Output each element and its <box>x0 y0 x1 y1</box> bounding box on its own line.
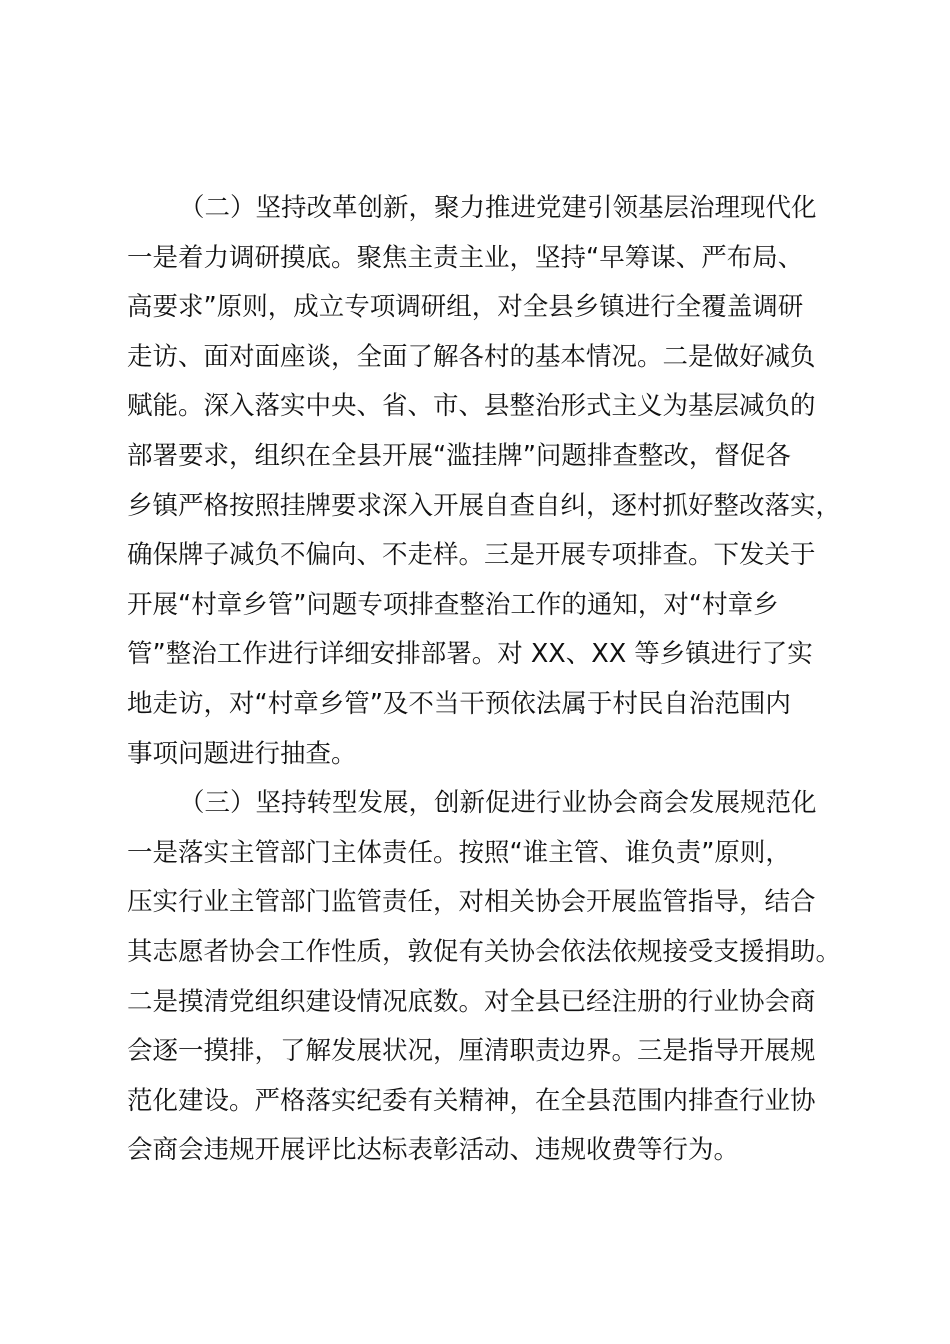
paragraph-line: 部署要求，组织在全县开展“滥挂牌”问题排查整改，督促各 <box>127 440 791 471</box>
paragraph-line: 走访、面对面座谈，全面了解各村的基本情况。二是做好减负 <box>127 341 816 372</box>
paragraph-line: 会商会违规开展评比达标表彰活动、违规收费等行为。 <box>127 1135 740 1166</box>
paragraph-line: 一是着力调研摸底。聚焦主责主业，坚持“早筹谋、严布局、 <box>127 242 804 273</box>
paragraph-line: 其志愿者协会工作性质，敦促有关协会依法依规接受支援捐助。 <box>127 936 842 967</box>
paragraph-line: 开展“村章乡管”问题专项排查整治工作的通知，对“村章乡 <box>127 589 779 620</box>
paragraph-line: 确保牌子减负不偏向、不走样。三是开展专项排查。下发关于 <box>127 540 816 571</box>
paragraph-line: 事项问题进行抽查。 <box>127 738 357 769</box>
paragraph-line: 乡镇严格按照挂牌要求深入开展自查自纠，逐村抓好整改落实， <box>127 490 842 521</box>
paragraph-line: 会逐一摸排，了解发展状况，厘清职责边界。三是指导开展规 <box>127 1036 816 1067</box>
paragraph-line: 一是落实主管部门主体责任。按照“谁主管、谁负责”原则， <box>127 837 791 868</box>
body-text <box>127 184 857 1176</box>
section-heading: （二）坚持改革创新，聚力推进党建引领基层治理现代化 <box>179 193 817 223</box>
paragraph-line: 压实行业主管部门监管责任，对相关协会开展监管指导，结合 <box>127 887 816 918</box>
paragraph-line: 地走访，对“村章乡管”及不当干预依法属于村民自治范围内 <box>127 688 791 719</box>
paragraph-line: 赋能。深入落实中央、省、市、县整治形式主义为基层减负的 <box>127 391 816 422</box>
paragraph-line: 管”整治工作进行详细安排部署。对 XX、XX 等乡镇进行了实 <box>127 639 813 670</box>
paragraph-line: 范化建设。严格落实纪委有关精神，在全县范围内排查行业协 <box>127 1085 816 1116</box>
paragraph-line: 高要求”原则，成立专项调研组，对全县乡镇进行全覆盖调研 <box>127 292 804 323</box>
paragraph-line: 二是摸清党组织建设情况底数。对全县已经注册的行业协会商 <box>127 986 816 1017</box>
section-heading: （三）坚持转型发展，创新促进行业协会商会发展规范化 <box>179 788 817 819</box>
